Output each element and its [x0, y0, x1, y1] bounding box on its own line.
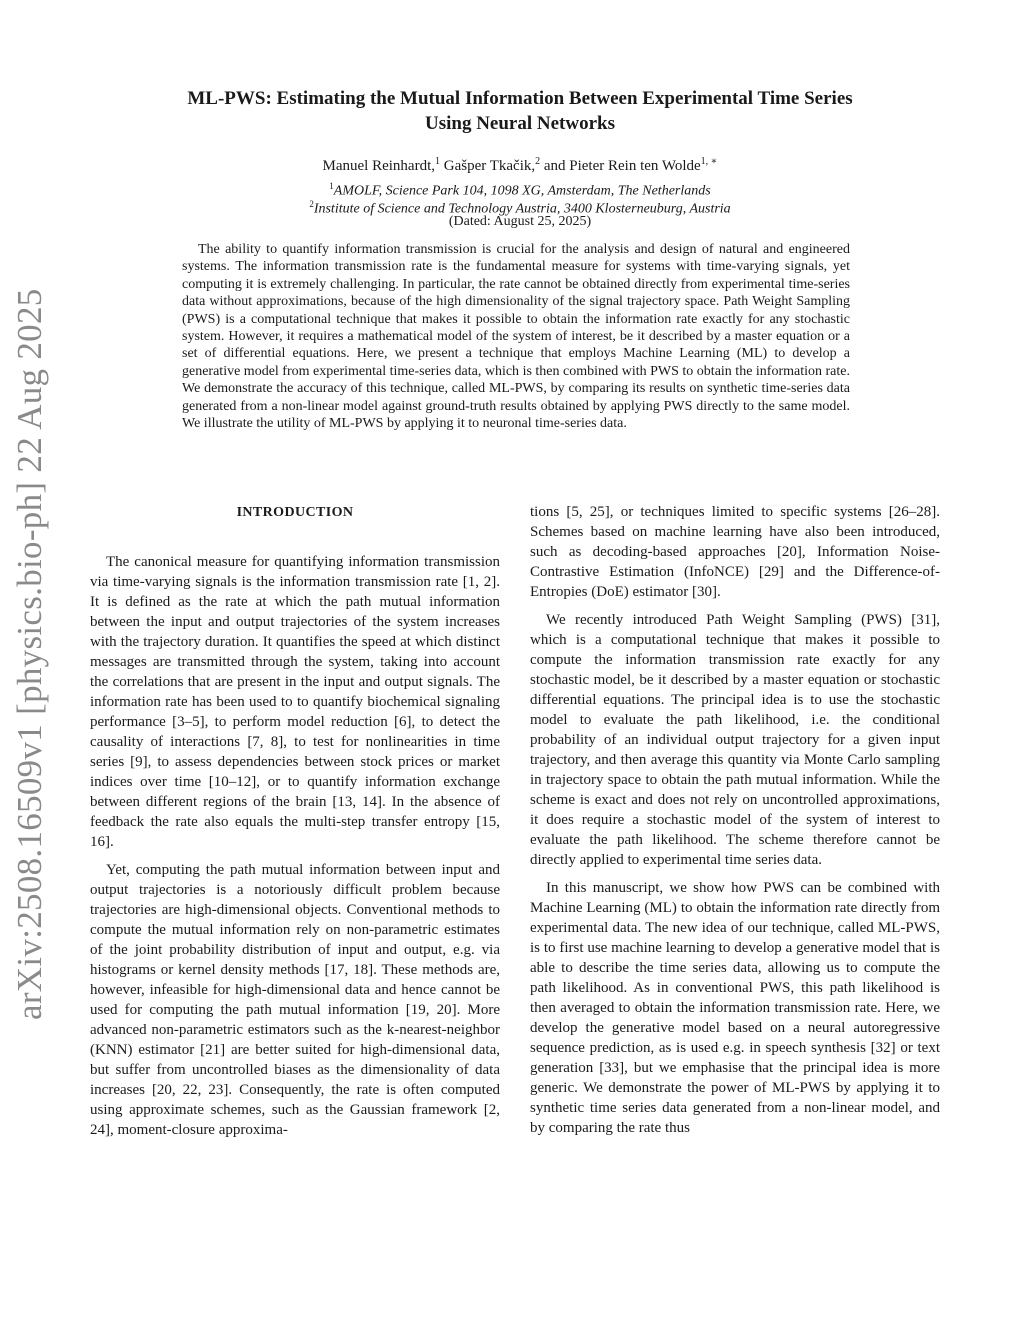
- title-line-2: Using Neural Networks: [425, 113, 615, 134]
- affiliation-2-text: Institute of Science and Technology Austria, 3400 Klosterneuburg, Austria: [313, 201, 731, 217]
- left-column: [90, 502, 500, 1148]
- affiliation-2-mark: 2: [309, 199, 314, 209]
- author-2: Gašper Tkačik,: [440, 158, 536, 174]
- intro-paragraph-2-continued: tions [5, 25], or techniques limited to specific systems [26–28]. Schemes based on machine learning have also been introduced, such as decoding-based approaches [20], Information Noise-Contrastive Estimation (InfoNCE) [29] and the Difference-of-Entropies (DoE) estimator [30].: [530, 504, 940, 600]
- author-list: [100, 152, 940, 176]
- section-heading-introduction: INTRODUCTION: [236, 505, 354, 520]
- paper-title: [100, 86, 940, 136]
- affiliation-1-text: AMOLF, Science Park 104, 1098 XG, Amsterdam, The Netherlands: [333, 183, 711, 199]
- affiliation-1-mark: 1: [329, 181, 334, 191]
- right-column: [530, 502, 940, 1146]
- author-3: and Pieter Rein ten Wolde: [540, 158, 701, 174]
- dated-line: (Dated: August 25, 2025): [448, 214, 592, 229]
- arxiv-identifier-stamp: arXiv:2508.16509v1 [physics.bio-ph] 22 Aug 2025: [10, 288, 49, 1020]
- intro-paragraph-4: In this manuscript, we show how PWS can be combined with Machine Learning (ML) to obtain the information rate directly from experimental data. The new idea of our technique, called ML-PWS, is to first use machine learning to develop a generative model that is able to describe the time series data, allowing us to compute the path likelihood. As in conventional PWS, this path likelihood is then averaged to obtain the information transmission rate. Here, we develop the generative model based on a neural autoregressive sequence prediction, as is used e.g. in speech synthesis [32] or text generation [33], but we emphasise that the principal idea is more generic. We demonstrate the power of ML-PWS by applying it to synthetic time series data generated from a non-linear model, and by comparing the rate thus: [530, 880, 940, 1136]
- intro-paragraph-3: We recently introduced Path Weight Sampling (PWS) [31], which is a computational technique that makes it possible to compute the information transmission rate exactly for any stochastic model, be it described by a master equation or stochastic differential equations. The principal idea is to use the stochastic model to evaluate the path likelihood, i.e. the conditional probability of an individual output trajectory for a given input trajectory, and then average this quantity via Monte Carlo sampling in trajectory space to obtain the path mutual information. While the scheme is exact and does not rely on uncontrolled approximations, it does require a stochastic model of the system of interest to evaluate the path likelihood. The scheme therefore cannot be directly applied to experimental time series data.: [530, 612, 940, 868]
- author-1-affiliation-mark: 1: [435, 156, 440, 167]
- title-line-1: ML-PWS: Estimating the Mutual Information Between Experimental Time Series: [187, 88, 853, 109]
- author-2-affiliation-mark: 2: [535, 156, 541, 167]
- intro-paragraph-2: Yet, computing the path mutual information between input and output trajectories is a notoriously difficult problem because trajectories are high-dimensional objects. Conventional methods to compute the mutual information rely on non-parametric estimates of the joint probability distribution of input and output, e.g. via histograms or kernel density methods [17, 18]. These methods are, however, infeasible for high-dimensional data and hence cannot be used for computing the path mutual information [19, 20]. More advanced non-parametric estimators such as the k-nearest-neighbor (KNN) estimator [21] are better suited for high-dimensional data, but suffer from uncontrolled biases as the dimensionality of data increases [20, 22, 23]. Consequently, the rate is often computed using approximate schemes, such as the Gaussian framework [2, 24], moment-closure approxima-: [90, 862, 500, 1138]
- abstract: The ability to quantify information transmission is crucial for the analysis and design of natural and engineered systems. The information transmission rate is the fundamental measure for systems with time-varying signals, yet computing it is extremely challenging. In particular, the rate cannot be obtained directly from experimental time-series data without approximations, because of the high dimensionality of the signal trajectory space. Path Weight Sampling (PWS) is a computational technique that makes it possible to obtain the information rate exactly for any stochastic system. However, it requires a mathematical model of the system of interest, be it described by a master equation or a set of differential equations. Here, we present a technique that employs Machine Learning (ML) to develop a generative model from experimental time-series data, which is then combined with PWS to obtain the information rate. We demonstrate the accuracy of this technique, called ML-PWS, by comparing its results on synthetic time-series data generated from a non-linear model against ground-truth results obtained by applying PWS directly to the same model. We illustrate the utility of ML-PWS by applying it to neuronal time-series data.: [182, 242, 850, 432]
- author-3-affiliation-mark: 1, ∗: [700, 156, 718, 167]
- author-1: Manuel Reinhardt,: [322, 158, 435, 174]
- intro-paragraph-1: The canonical measure for quantifying information transmission via time-varying signals is the information transmission rate [1, 2]. It is defined as the rate at which the path mutual information between the input and output trajectories of the system increases with the trajectory duration. It quantifies the speed at which distinct messages are transmitted through the system, taking into account the correlations that are present in the input and output signals. The information rate has been used to to quantify biochemical signaling performance [3–5], to perform model reduction [6], to detect the causality of interactions [7, 8], to test for nonlinearities in time series [9], to assess dependencies between stock prices or market indices over time [10–12], or to quantify information exchange between different regions of the brain [13, 14]. In the absence of feedback the rate also equals the multi-step transfer entropy [15, 16].: [90, 554, 500, 850]
